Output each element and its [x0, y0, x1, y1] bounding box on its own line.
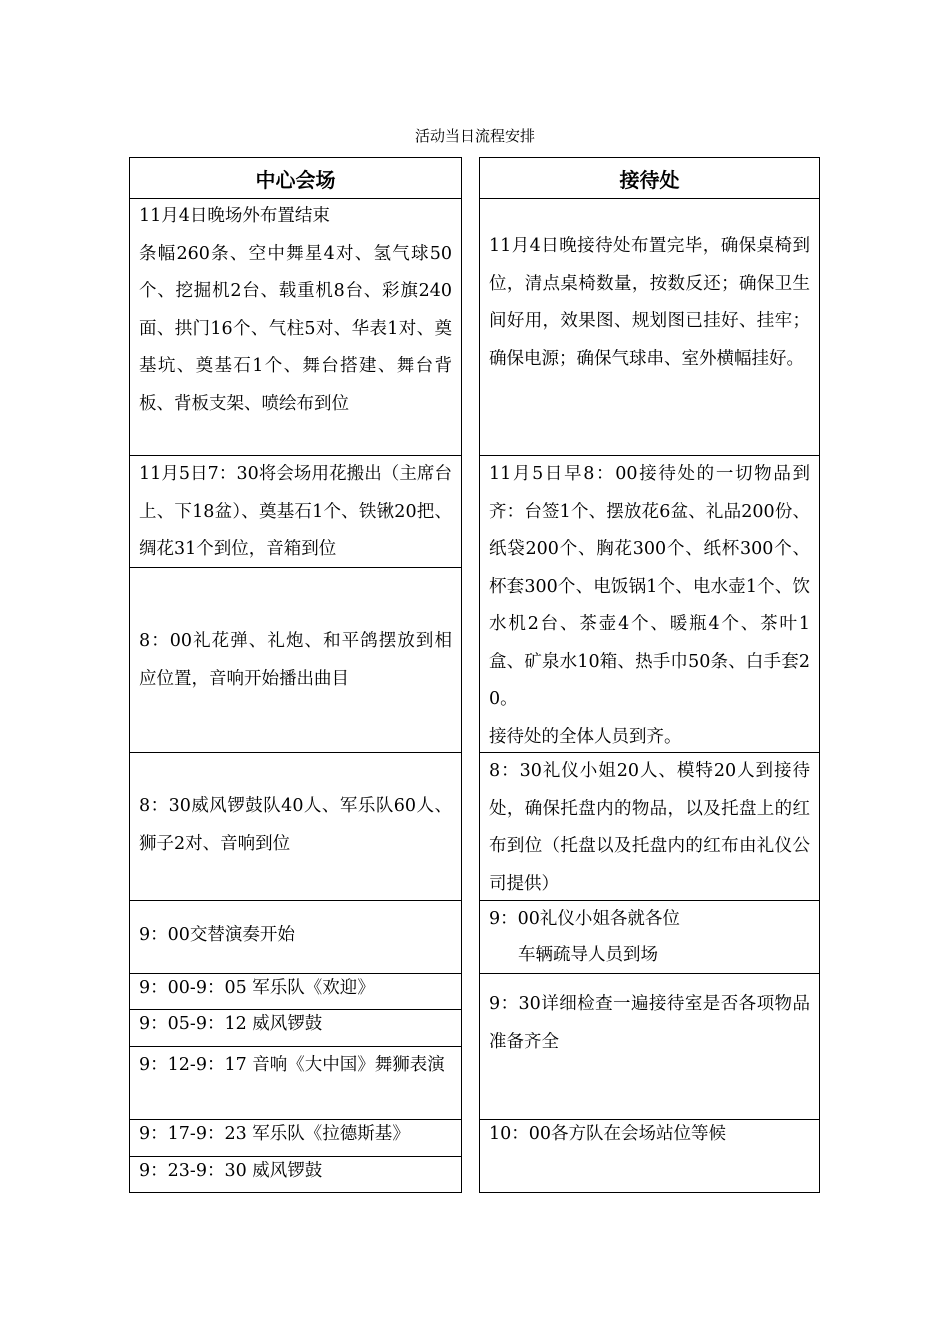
cell-line: 11月5日早8：00接待处的一切物品到齐：台签1个、摆放花6盆、礼品200份、纸袋200个、胸花300个、纸杯300个、杯套300个、电饭锅1个、电水壶1个、饮水机2台、茶壶4个、暖瓶4个、茶叶1盒、矿泉水10箱、热手巾50条、白手套20。	[489, 464, 810, 709]
page-title: 活动当日流程安排	[414, 127, 535, 145]
cell-line: 9：17-9：23 军乐队《拉德斯基》	[139, 1124, 410, 1144]
schedule-cell	[130, 198, 461, 456]
cell-line: 11月4日晚接待处布置完毕，确保桌椅到位，清点桌椅数量，按数反还；确保卫生间好用，效果图、规划图已挂好、挂牢；确保电源；确保气球串、室外横幅挂好。	[489, 236, 810, 369]
schedule-cell	[130, 568, 461, 753]
schedule-cell	[130, 456, 461, 568]
reception-header: 接待处	[480, 158, 819, 199]
schedule-cell	[130, 901, 461, 974]
cell-line: 接待处的全体人员到齐。	[489, 726, 682, 747]
cell-line: 条幅260条、空中舞星4对、氢气球50个、挖掘机2台、载重机8台、彩旗240面、拱门16个、气柱5对、华表1对、奠基坑、奠基石1个、舞台搭建、舞台背板、背板支架、喷绘布到位	[139, 243, 452, 414]
schedule-cell	[480, 753, 819, 901]
cell-line: 10：00各方队在会场站位等候	[489, 1124, 727, 1144]
cell-line: 9：12-9：17 音响《大中国》舞狮表演	[139, 1055, 445, 1075]
cell-line: 9：00礼仪小姐各就各位	[489, 909, 680, 929]
schedule-cell	[480, 974, 819, 1120]
schedule-cell	[130, 1120, 461, 1157]
cell-line: 8：30威风锣鼓队40人、军乐队60人、狮子2对、音响到位	[139, 796, 452, 854]
schedule-cell	[130, 1157, 461, 1192]
schedule-cell	[480, 1120, 819, 1192]
cell-line: 9：23-9：30 威风锣鼓	[139, 1161, 323, 1181]
cell-line: 8：30礼仪小姐20人、模特20人到接待处，确保托盘内的物品，以及托盘上的红布到位（托盘以及托盘内的红布由礼仪公司提供）	[489, 761, 810, 894]
schedule-cell	[480, 198, 819, 456]
reception-table	[479, 157, 820, 1193]
cell-line: 车辆疏导人员到场	[518, 945, 658, 965]
center-venue-header: 中心会场	[130, 158, 461, 199]
cell-line: 11月4日晚场外布置结束	[139, 206, 330, 226]
cell-line: 9：30详细检查一遍接待室是否各项物品准备齐全	[489, 994, 810, 1052]
cell-line: 9：05-9：12 威风锣鼓	[139, 1014, 323, 1034]
schedule-cell	[130, 1047, 461, 1120]
schedule-cell	[130, 753, 461, 901]
cell-line: 8：00礼花弹、礼炮、和平鸽摆放到相应位置，音响开始播出曲目	[139, 631, 452, 689]
schedule-cell	[480, 456, 819, 753]
cell-line: 11月5日7：30将会场用花搬出（主席台上、下18盆）、奠基石1个、铁锹20把、绸花31个到位，音箱到位	[139, 464, 452, 559]
center-venue-table	[129, 157, 462, 1193]
schedule-cell	[130, 1010, 461, 1047]
schedule-cell	[130, 974, 461, 1010]
cell-line: 9：00-9：05 军乐队《欢迎》	[139, 978, 375, 998]
cell-line: 9：00交替演奏开始	[139, 925, 295, 945]
schedule-cell	[480, 901, 819, 974]
